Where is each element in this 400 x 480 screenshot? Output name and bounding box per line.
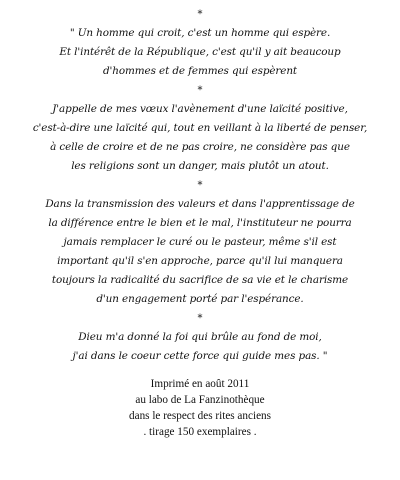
section-separator: * [197,9,203,20]
quote-line: jamais remplacer le curé ou le pasteur, même s'il est [63,236,337,248]
section-separator: * [197,313,203,324]
quotation-text [0,5,400,366]
quote-line: Et l'intérêt de la République, c'est qu'il y ait beaucoup [59,46,341,58]
section-separator: * [197,180,203,191]
quote-line: Dans la transmission des valeurs et dans l'apprentissage de [45,198,355,210]
quote-line: toujours la radicalité du sacrifice de sa vie et le charisme [51,274,349,286]
quote-line: la différence entre le bien et le mal, l'instituteur ne pourra [48,217,352,229]
quote-line: à celle de croire et de ne pas croire, ne considère pas que [50,141,350,153]
quote-line: J'appelle de mes vœux l'avènement d'une laïcité positive, [52,103,348,115]
quote-line: d'hommes et de femmes qui espèrent [103,65,297,77]
colophon-line: . tirage 150 exemplaires . [143,426,257,438]
quote-line: important qu'il s'en approche, parce qu'il lui manquera [57,255,343,267]
colophon [0,376,400,440]
quote-line: Dieu m'a donné la foi qui brûle au fond de moi, [78,331,322,343]
quote-line: j'ai dans le coeur cette force qui guide mes pas. " [72,350,328,362]
section-separator: * [197,85,203,96]
quote-line: d'un engagement porté par l'espérance. [96,293,304,305]
quote-line: c'est-à-dire une laïcité qui, tout en veillant à la liberté de penser, [32,122,368,134]
quote-line: " Un homme qui croit, c'est un homme qui espère. [69,27,331,39]
colophon-line: dans le respect des rites anciens [129,410,271,422]
quote-line: les religions sont un danger, mais plutôt un atout. [71,160,329,172]
colophon-line: au labo de La Fanzinothèque [135,394,265,406]
colophon-line: Imprimé en août 2011 [150,378,250,390]
